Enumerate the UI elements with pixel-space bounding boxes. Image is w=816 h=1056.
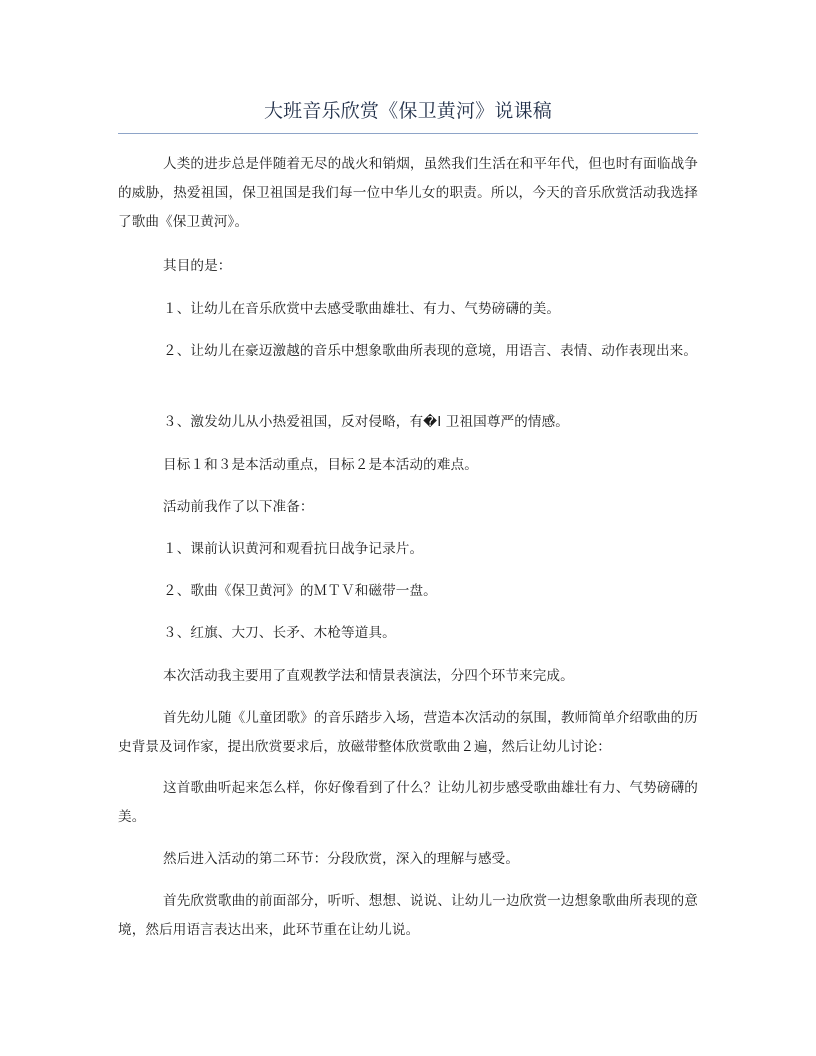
paragraph-goal-3: ３、激发幼儿从小热爱祖国，反对侵略，有�I 卫祖国尊严的情感。 (163, 414, 569, 430)
paragraph-goals-heading: 其目的是： (163, 258, 232, 274)
title-underline-divider (118, 133, 698, 134)
paragraph-step-2: 然后进入活动的第二环节：分段欣赏，深入的理解与感受。 (163, 851, 520, 867)
document-title: 大班音乐欣赏《保卫黄河》说课稿 (263, 100, 552, 122)
paragraph-goal-priority: 目标１和３是本活动重点，目标２是本活动的难点。 (163, 457, 478, 473)
paragraph-prep-heading: 活动前我作了以下准备： (163, 499, 314, 515)
paragraph-discussion: 这首歌曲听起来怎么样，你好像看到了什么？让幼儿初步感受歌曲雄壮有力、气势磅礴的美。 (118, 780, 698, 825)
paragraph-goal-1: １、让幼儿在音乐欣赏中去感受歌曲雄壮、有力、气势磅礴的美。 (163, 301, 561, 317)
paragraph-intro: 人类的进步总是伴随着无尽的战火和销烟，虽然我们生活在和平年代，但也时有面临战争的威胁，热爱祖国，保卫祖国是我们每一位中华儿女的职责。所以，今天的音乐欣赏活动我选择了歌曲《保卫黄河》。 (118, 156, 698, 230)
paragraph-prep-3: ３、红旗、大刀、长矛、木枪等道具。 (163, 625, 396, 641)
paragraph-prep-2: ２、歌曲《保卫黄河》的ＭＴＶ和磁带一盘。 (163, 583, 437, 599)
paragraph-methods: 本次活动我主要用了直观教学法和情景表演法，分四个环节来完成。 (163, 668, 574, 684)
paragraph-step-1: 首先幼儿随《儿童团歌》的音乐踏步入场，营造本次活动的氛围，教师简单介绍歌曲的历史背景及词作家，提出欣赏要求后，放磁带整体欣赏歌曲２遍，然后让幼儿讨论： (118, 710, 698, 755)
paragraph-goal-2: ２、让幼儿在豪迈激越的音乐中想象歌曲所表现的意境，用语言、表情、动作表现出来。 (163, 343, 698, 359)
paragraph-step-2-detail: 首先欣赏歌曲的前面部分，听听、想想、说说、让幼儿一边欣赏一边想象歌曲所表现的意境，然后用语言表达出来，此环节重在让幼儿说。 (118, 893, 698, 938)
paragraph-prep-1: １、课前认识黄河和观看抗日战争记录片。 (163, 541, 424, 557)
